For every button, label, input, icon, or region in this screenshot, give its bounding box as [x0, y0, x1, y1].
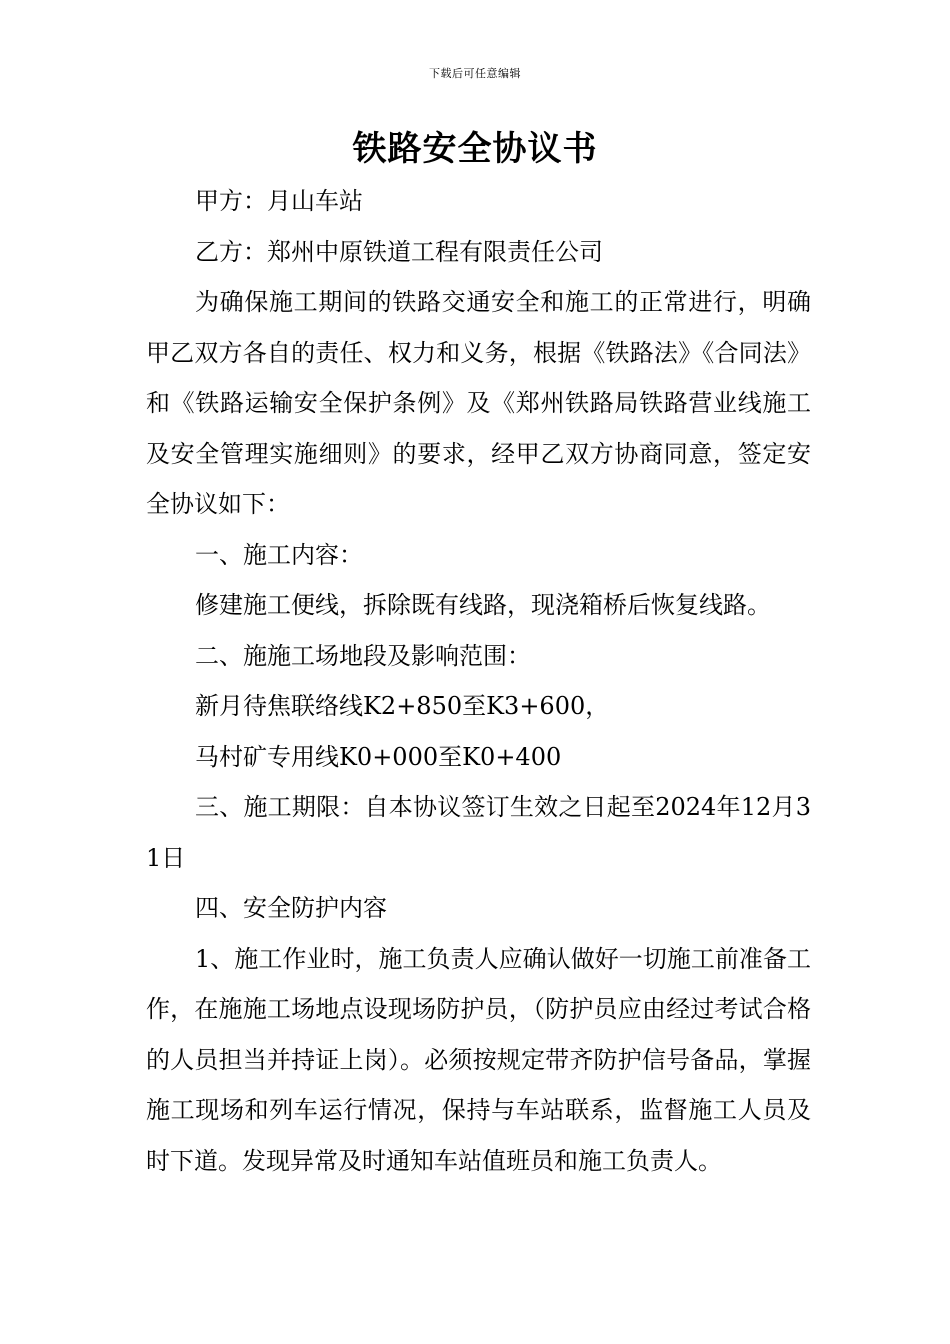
section-heading-site-scope: 二、施施工场地段及影响范围： [195, 641, 531, 670]
site-scope-line-2: 马村矿专用线K0+000至K0+400 [195, 742, 562, 771]
section-heading-construction-content: 一、施工内容： [195, 540, 363, 569]
document-body [146, 176, 811, 1186]
section-heading-safety-protection: 四、安全防护内容 [195, 894, 387, 922]
document-title: 铁路安全协议书 [352, 129, 598, 169]
construction-content-paragraph: 修建施工便线，拆除既有线路，现浇箱桥后恢复线路。 [195, 591, 771, 619]
preamble-paragraph: 为确保施工期间的铁路交通安全和施工的正常进行，明确甲乙双方各自的责任、权力和义务，根据《铁路法》《合同法》和《铁路运输安全保护条例》及《郑州铁路局铁路营业线施工及安全管理实施细则》的要求，经甲乙双方协商同意，签定安全协议如下： [146, 288, 811, 518]
header-note: 下载后可任意编辑 [429, 67, 521, 80]
party-b-line: 乙方：郑州中原铁道工程有限责任公司 [195, 237, 603, 266]
construction-period-paragraph: 三、施工期限：自本协议签订生效之日起至2024年12月31日 [146, 793, 811, 872]
safety-protection-item-1: 1、施工作业时，施工负责人应确认做好一切施工前准备工作，在施施工场地点设现场防护员，（防护员应由经过考试合格的人员担当并持证上岗）。必须按规定带齐防护信号备品，掌握施工现场和列车运行情况，保持与车站联系，监督施工人员及时下道。发现异常及时通知车站值班员和施工负责人。 [146, 944, 811, 1175]
site-scope-line-1: 新月待焦联络线K2+850至K3+600， [195, 692, 610, 720]
party-a-line: 甲方：月山车站 [195, 187, 363, 215]
